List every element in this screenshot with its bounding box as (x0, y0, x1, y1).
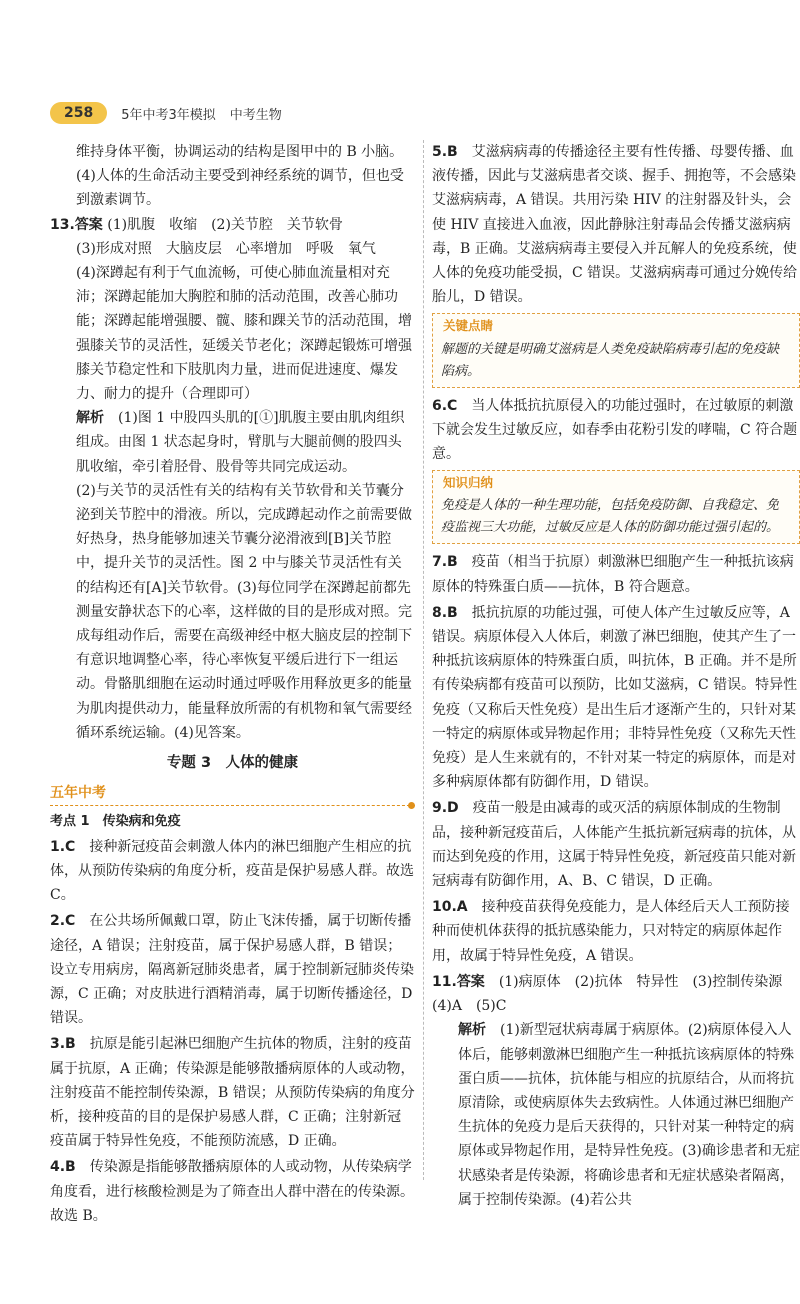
answer-line: (1)肌腹 收缩 (2)关节腔 关节软骨 (107, 216, 343, 233)
item-number: 1.C (50, 838, 76, 855)
item-number: 8.B (432, 604, 458, 621)
topic-title: 专题 3 人体的健康 (166, 755, 299, 772)
answer-item (50, 909, 415, 1030)
tip-box-title: 关键点睛 (443, 318, 494, 334)
page-header (50, 100, 790, 126)
answer-item (432, 394, 800, 467)
book-title: 5年中考3年模拟 (121, 107, 216, 123)
item-text: 艾滋病病毒的传播途径主要有性传播、母婴传播、血液传播，因此与艾滋病患者交谈、握手、拥抱等，不会感染艾滋病病毒，A 错误。共用污染 HIV 的注射器及针头，会使 HIV 直接进入血液，因此静脉注射毒品会传播艾滋病病毒，B 正确。艾滋病病毒主要侵入并瓦解人的免疫系统，使人体的免疫功能受损，C 错误。艾滋病病毒可通过分娩传给胎儿，D 错误。 (432, 144, 798, 306)
item-number: 6.C (432, 397, 458, 414)
section-dot-icon (408, 802, 415, 809)
answer-line: (4)深蹲起有利于气血流畅，可使心肺血流量相对充沛；深蹲起能加大胸腔和肺的活动范围，改善心肺功能；深蹲起能增强腰、髋、膝和踝关节的活动范围，增强膝关节的灵活性，延缓关节老化；深蹲起锻炼可增强膝关节稳定性和下肢肌肉力量，进而促进速度、爆发力、耐力的提升（合理即可） (76, 265, 412, 403)
analysis-paragraph (432, 1018, 800, 1212)
answer-label: 答案 (74, 216, 103, 233)
answer-item (432, 601, 800, 795)
section-heading (50, 781, 415, 806)
item-number: 4.B (50, 1159, 76, 1176)
item-text: 疫苗一般是由减毒的或灭活的病原体制成的生物制品，接种新冠疫苗后，人体能产生抵抗新冠病毒的抗体，从而达到免疫的作用，这属于特异性免疫，新冠疫苗只能对新冠病毒有防御作用，A、B、C 错误，D 正确。 (432, 800, 796, 890)
item-text: 传染源是指能够散播病原体的人或动物，从传染病学角度看，进行核酸检测是为了筛查出人群中潜在的传染源。故选 B。 (50, 1159, 414, 1224)
analysis-paragraph (50, 406, 415, 479)
tip-box (432, 313, 800, 387)
summary-box (432, 470, 800, 544)
summary-box-text: 免疫是人体的一种生理功能，包括免疫防御、自我稳定、免疫监视三大功能，过敏反应是人体的防御功能过强引起的。 (441, 498, 780, 536)
item-text: 疫苗（相当于抗原）刺激淋巴细胞产生一种抵抗该病原体的特殊蛋白质——抗体，B 符合题意。 (432, 554, 794, 595)
item-text: 抗原是能引起淋巴细胞产生抗体的物质，注射的疫苗属于抗原，A 正确；传染源是能够散播病原体的人或动物，注射疫苗不能控制传染源，B 错误；从预防传染病的角度分析，接种疫苗的目的是保护易感人群，C 正确；注射新冠疫苗属于特异性免疫，不能预防流感，D 正确。 (50, 1036, 415, 1150)
item-number: 7.B (432, 554, 458, 571)
item-text: 接种疫苗获得免疫能力，是人体经后天人工预防接种而使机体获得的抵抗感染能力，只对特定的病原体起作用，故属于特异性免疫，A 错误。 (432, 899, 790, 964)
paragraph: (4)人体的生命活动主要受到神经系统的调节，但也受到激素调节。 (76, 168, 404, 209)
item-text: 接种新冠疫苗会刺激人体内的淋巴细胞产生相应的抗体，从预防传染病的角度分析，疫苗是保护易感人群。故选 C。 (50, 838, 414, 904)
answer-label: 答案 (456, 973, 485, 990)
answer-item (50, 835, 415, 908)
answer-item (432, 895, 800, 968)
analysis-paragraph: (2)与关节的灵活性有关的结构有关节软骨和关节囊分泌到关节腔中的滑液。所以，完成蹲起动作之前需要做好热身，热身能够加速关节囊分泌滑液到[B]关节腔中，提升关节的灵活性。图 2 中与膝关节灵活性有关的结构还有[A]关节软骨。(3)每位同学在深蹲起前都先测量安静状态下的心率，这样做的目的是形成对照。完成每组动作后，需要在高级神经中枢大脑皮层的控制下有意识地调整心率，待心率恢复平缓后进行下一组运动。骨骼肌细胞在运动时通过呼吸作用释放更多的能量为肌肉提供动力，能量释放所需的有机物和氧气需要经循环系统运输。(4)见答案。 (76, 482, 412, 741)
answer-item (50, 1032, 415, 1153)
left-column (50, 140, 415, 1230)
answer-item (432, 140, 800, 309)
item-number: 9.D (432, 800, 459, 817)
item-text: 抵抗抗原的功能过强，可使人体产生过敏反应等，A 错误。病原体侵入人体后，刺激了淋巴细胞，使其产生了一种抵抗该病原体的特殊蛋白质，叫抗体，B 正确。并不是所有传染病都有疫苗可以预防，比如艾滋病，C 错误。特异性免疫（又称后天性免疫）是出生后才逐渐产生的，只针对某一特定的病原体或异物起作用；非特异性免疫（又称先天性免疫）是人生来就有的，不针对某一特定的病原体，而是对多种病原体都有防御作用，D 错误。 (432, 604, 798, 791)
item-text: 在公共场所佩戴口罩，防止飞沫传播，属于切断传播途径，A 错误；注射疫苗，属于保护易感人群，B 错误；设立专用病房，隔离新冠肺炎患者，属于控制新冠肺炎传染源，C 正确；对皮肤进行酒精消毒，属于切断传播途径，D 错误。 (50, 913, 414, 1027)
section-title: 五年中考 (50, 785, 106, 802)
item-number: 2.C (50, 913, 76, 930)
book-subject: 中考生物 (229, 107, 282, 123)
item-text: 当人体抵抗抗原侵入的功能过强时，在过敏原的刺激下就会发生过敏反应，如春季由花粉引发的哮喘，C 符合题意。 (432, 397, 798, 463)
question-13 (50, 213, 415, 745)
item-number: 3.B (50, 1036, 76, 1053)
question-number: 13. (50, 216, 75, 233)
paragraph: 维持身体平衡，协调运动的结构是图甲中的 B 小脑。 (76, 144, 404, 160)
answer-item (432, 550, 800, 598)
answer-item (50, 1155, 415, 1228)
analysis-text: (1)图 1 中股四头肌的[①]肌腹主要由肌肉组织组成。由图 1 状态起身时，臂肌与大腿前侧的股四头肌收缩，牵引着胫骨、股骨等共同完成运动。 (76, 410, 405, 475)
page-number: 258 (50, 102, 107, 124)
analysis-text: (1)新型冠状病毒属于病原体。(2)病原体侵入人体后，能够刺激淋巴细胞产生一种抵抗该病原体的特殊蛋白质——抗体，抗体能与相应的抗原结合，从而将抗原清除，或使病原体失去致病性。人体通过淋巴细胞产生抗体的免疫力是后天获得的，只针对某一种特定的病原体或异物起作用，是特异性免疫。(3)确诊患者和无症状感染者是传染源，将确诊患者和无症状感染者隔离，属于控制传染源。(4)若公共 (458, 1022, 800, 1208)
analysis-label: 解析 (458, 1022, 486, 1039)
answer-line: (3)形成对照 大脑皮层 心率增加 呼吸 氧气 (76, 240, 376, 257)
kaodian-heading: 考点 1 传染病和免疫 (50, 814, 181, 830)
right-column (432, 140, 800, 1214)
item-number: 5.B (432, 144, 458, 160)
item-number: 10.A (432, 899, 468, 916)
analysis-label: 解析 (76, 410, 104, 427)
question-11 (432, 970, 800, 1212)
tip-box-text: 解题的关键是明确艾滋病是人类免疫缺陷病毒引起的免疫缺陷病。 (441, 341, 780, 379)
answer-text: (1)病原体 (2)抗体 特异性 (3)控制传染源 (4)A (5)C (432, 973, 797, 1015)
answer-item (432, 796, 800, 893)
summary-box-title: 知识归纳 (443, 475, 494, 491)
question-number: 11. (432, 973, 457, 990)
column-divider (423, 140, 424, 1180)
